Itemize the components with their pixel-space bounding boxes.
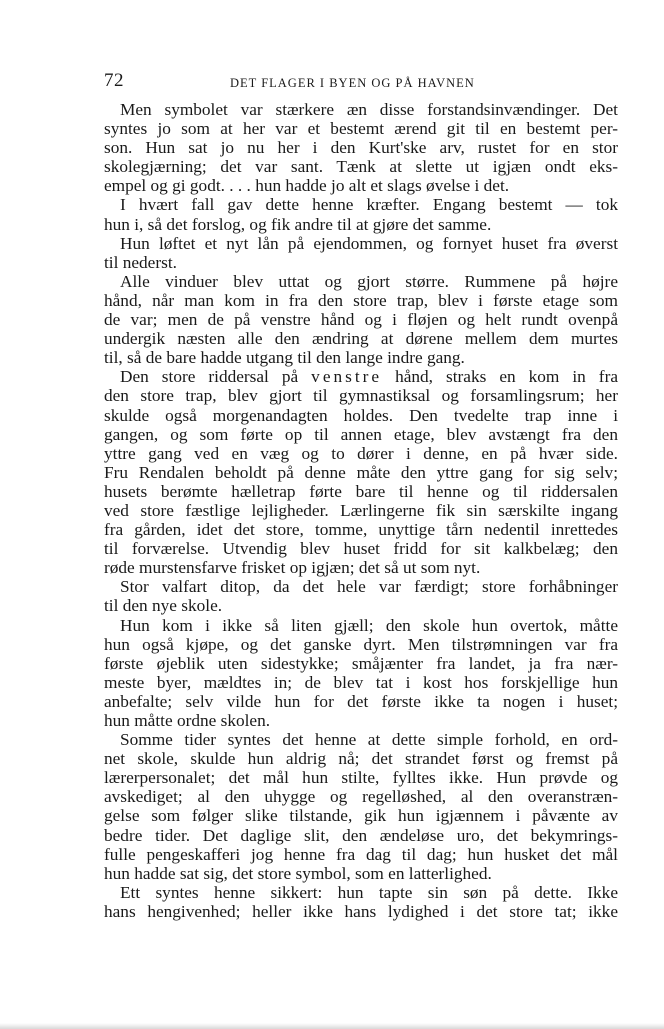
text-line: fra gården, idet det store, tomme, unyttige tårn nedentil inrettedes bbox=[104, 520, 618, 540]
page-number: 72 bbox=[104, 70, 124, 91]
text-line: Ett syntes henne sikkert: hun tapte sin søn på dette. Ikke bbox=[120, 882, 618, 902]
text-line: gelse som følger slike tilstande, gik hun igjænnem i påvænte av bbox=[104, 806, 618, 826]
page-header bbox=[104, 70, 616, 94]
text-line: son. Hun sat jo nu her i den Kurt'ske arv, rustet for en stor bbox=[104, 138, 618, 158]
text-line: hånd, når man kom in fra den store trap, blev i første etage som bbox=[104, 290, 618, 310]
text-line: hun i, så det forslog, og fik andre til at gjøre det samme. bbox=[104, 214, 492, 234]
text-line: røde murstensfarve frisket op igjæn; det så ut som nyt. bbox=[104, 558, 481, 578]
page-edge-shadow bbox=[0, 1023, 664, 1029]
text-line: undergik næsten alle den ændring at dørene mellem dem murtes bbox=[104, 329, 618, 349]
text-line: de var; men de på venstre hånd og i fløjen og helt rundt ovenpå bbox=[104, 310, 618, 330]
text-line: I hvært fall gav dette henne kræfter. Engang bestemt — tok bbox=[120, 195, 618, 215]
text-line: Den store riddersal på venstre hånd, straks en kom in fra bbox=[120, 367, 618, 387]
text-line: syntes jo som at her var et bestemt ærend git til en bestemt per- bbox=[104, 119, 618, 139]
text-line: net skole, skulde hun aldrig nå; det strandet først og fremst på bbox=[104, 749, 618, 769]
text-line: Somme tider syntes det henne at dette simple forhold, en ord- bbox=[120, 730, 618, 750]
emphasized-word: venstre bbox=[311, 367, 383, 387]
text-line: yttre gang ved en væg og to dører i denne, en på hvær side. bbox=[104, 443, 618, 463]
text-line: til nederst. bbox=[104, 252, 177, 272]
text-line: ved store fæstlige lejligheder. Lærlingerne fik sin særskilte ingang bbox=[104, 500, 618, 520]
text-line: til den nye skole. bbox=[104, 596, 223, 616]
text-line: husets berømte hælletrap førte bare til henne og til riddersalen bbox=[104, 481, 618, 501]
body-text bbox=[104, 100, 618, 921]
text-line: empel og gi godt. . . . hun hadde jo alt et slags øvelse i det. bbox=[104, 176, 510, 196]
text-line: fulle pengeskafferi jog henne fra dag til dag; hun husket det mål bbox=[104, 844, 618, 864]
text-line: Fru Rendalen beholdt på denne måte den yttre gang for sig selv; bbox=[104, 462, 618, 482]
text-line: til forværelse. Utvendig blev huset fridd for sit kalkbelæg; den bbox=[104, 539, 618, 559]
running-title: DET FLAGER I BYEN OG PÅ HAVNEN bbox=[230, 76, 475, 90]
text-line: Hun løftet et nyt lån på ejendommen, og fornyet huset fra øverst bbox=[120, 233, 618, 253]
text-line: skulde også morgenandagten holdes. Den tvedelte trap inne i bbox=[104, 405, 618, 425]
text-line: Stor valfart ditop, da det hele var færdigt; store forhåbninger bbox=[120, 577, 618, 597]
text-line: gangen, og som førte op til annen etage, blev avstængt fra den bbox=[104, 424, 618, 444]
text-line: til, så de bare hadde utgang til den lange indre gang. bbox=[104, 348, 465, 368]
text-line: bedre tider. Det daglige slit, den ændeløse uro, det bekymrings- bbox=[104, 825, 618, 845]
text-line: anbefalte; selv vilde hun for det første ikke ta nogen i huset; bbox=[104, 691, 618, 711]
text-line: hun også kjøpe, og det ganske dyrt. Men tilstrømningen var fra bbox=[104, 634, 618, 654]
text-line: Hun kom i ikke så liten gjæll; den skole hun overtok, måtte bbox=[120, 615, 618, 635]
text-line: første øjeblik uten sidestykke; småjænter fra landet, ja fra nær- bbox=[104, 653, 618, 673]
text-line: skolegjærning; det var sant. Tænk at slette ut igjæn ondt eks- bbox=[104, 157, 618, 177]
text-line: lærerpersonalet; det mål hun stilte, fylltes ikke. Hun prøvde og bbox=[104, 768, 618, 788]
text-line: avskediget; al den uhygge og regelløshed, al den overanstræn- bbox=[104, 787, 618, 807]
text-line: Men symbolet var stærkere æn disse forstandsinvændinger. Det bbox=[120, 100, 618, 119]
text-line: meste byer, mældtes in; de blev tat i kost hos forskjellige hun bbox=[104, 672, 618, 692]
text-line: hans hengivenhed; heller ikke hans lydighed i det store tat; ikke bbox=[104, 901, 618, 921]
text-line: hun måtte ordne skolen. bbox=[104, 711, 271, 730]
text-line: den store trap, blev gjort til gymnastiksal og forsamlingsrum; her bbox=[104, 386, 618, 406]
text-line: Alle vinduer blev uttat og gjort større. Rummene på højre bbox=[120, 271, 618, 291]
text-line: hun hadde sat sig, det store symbol, som en latterlighed. bbox=[104, 863, 492, 883]
